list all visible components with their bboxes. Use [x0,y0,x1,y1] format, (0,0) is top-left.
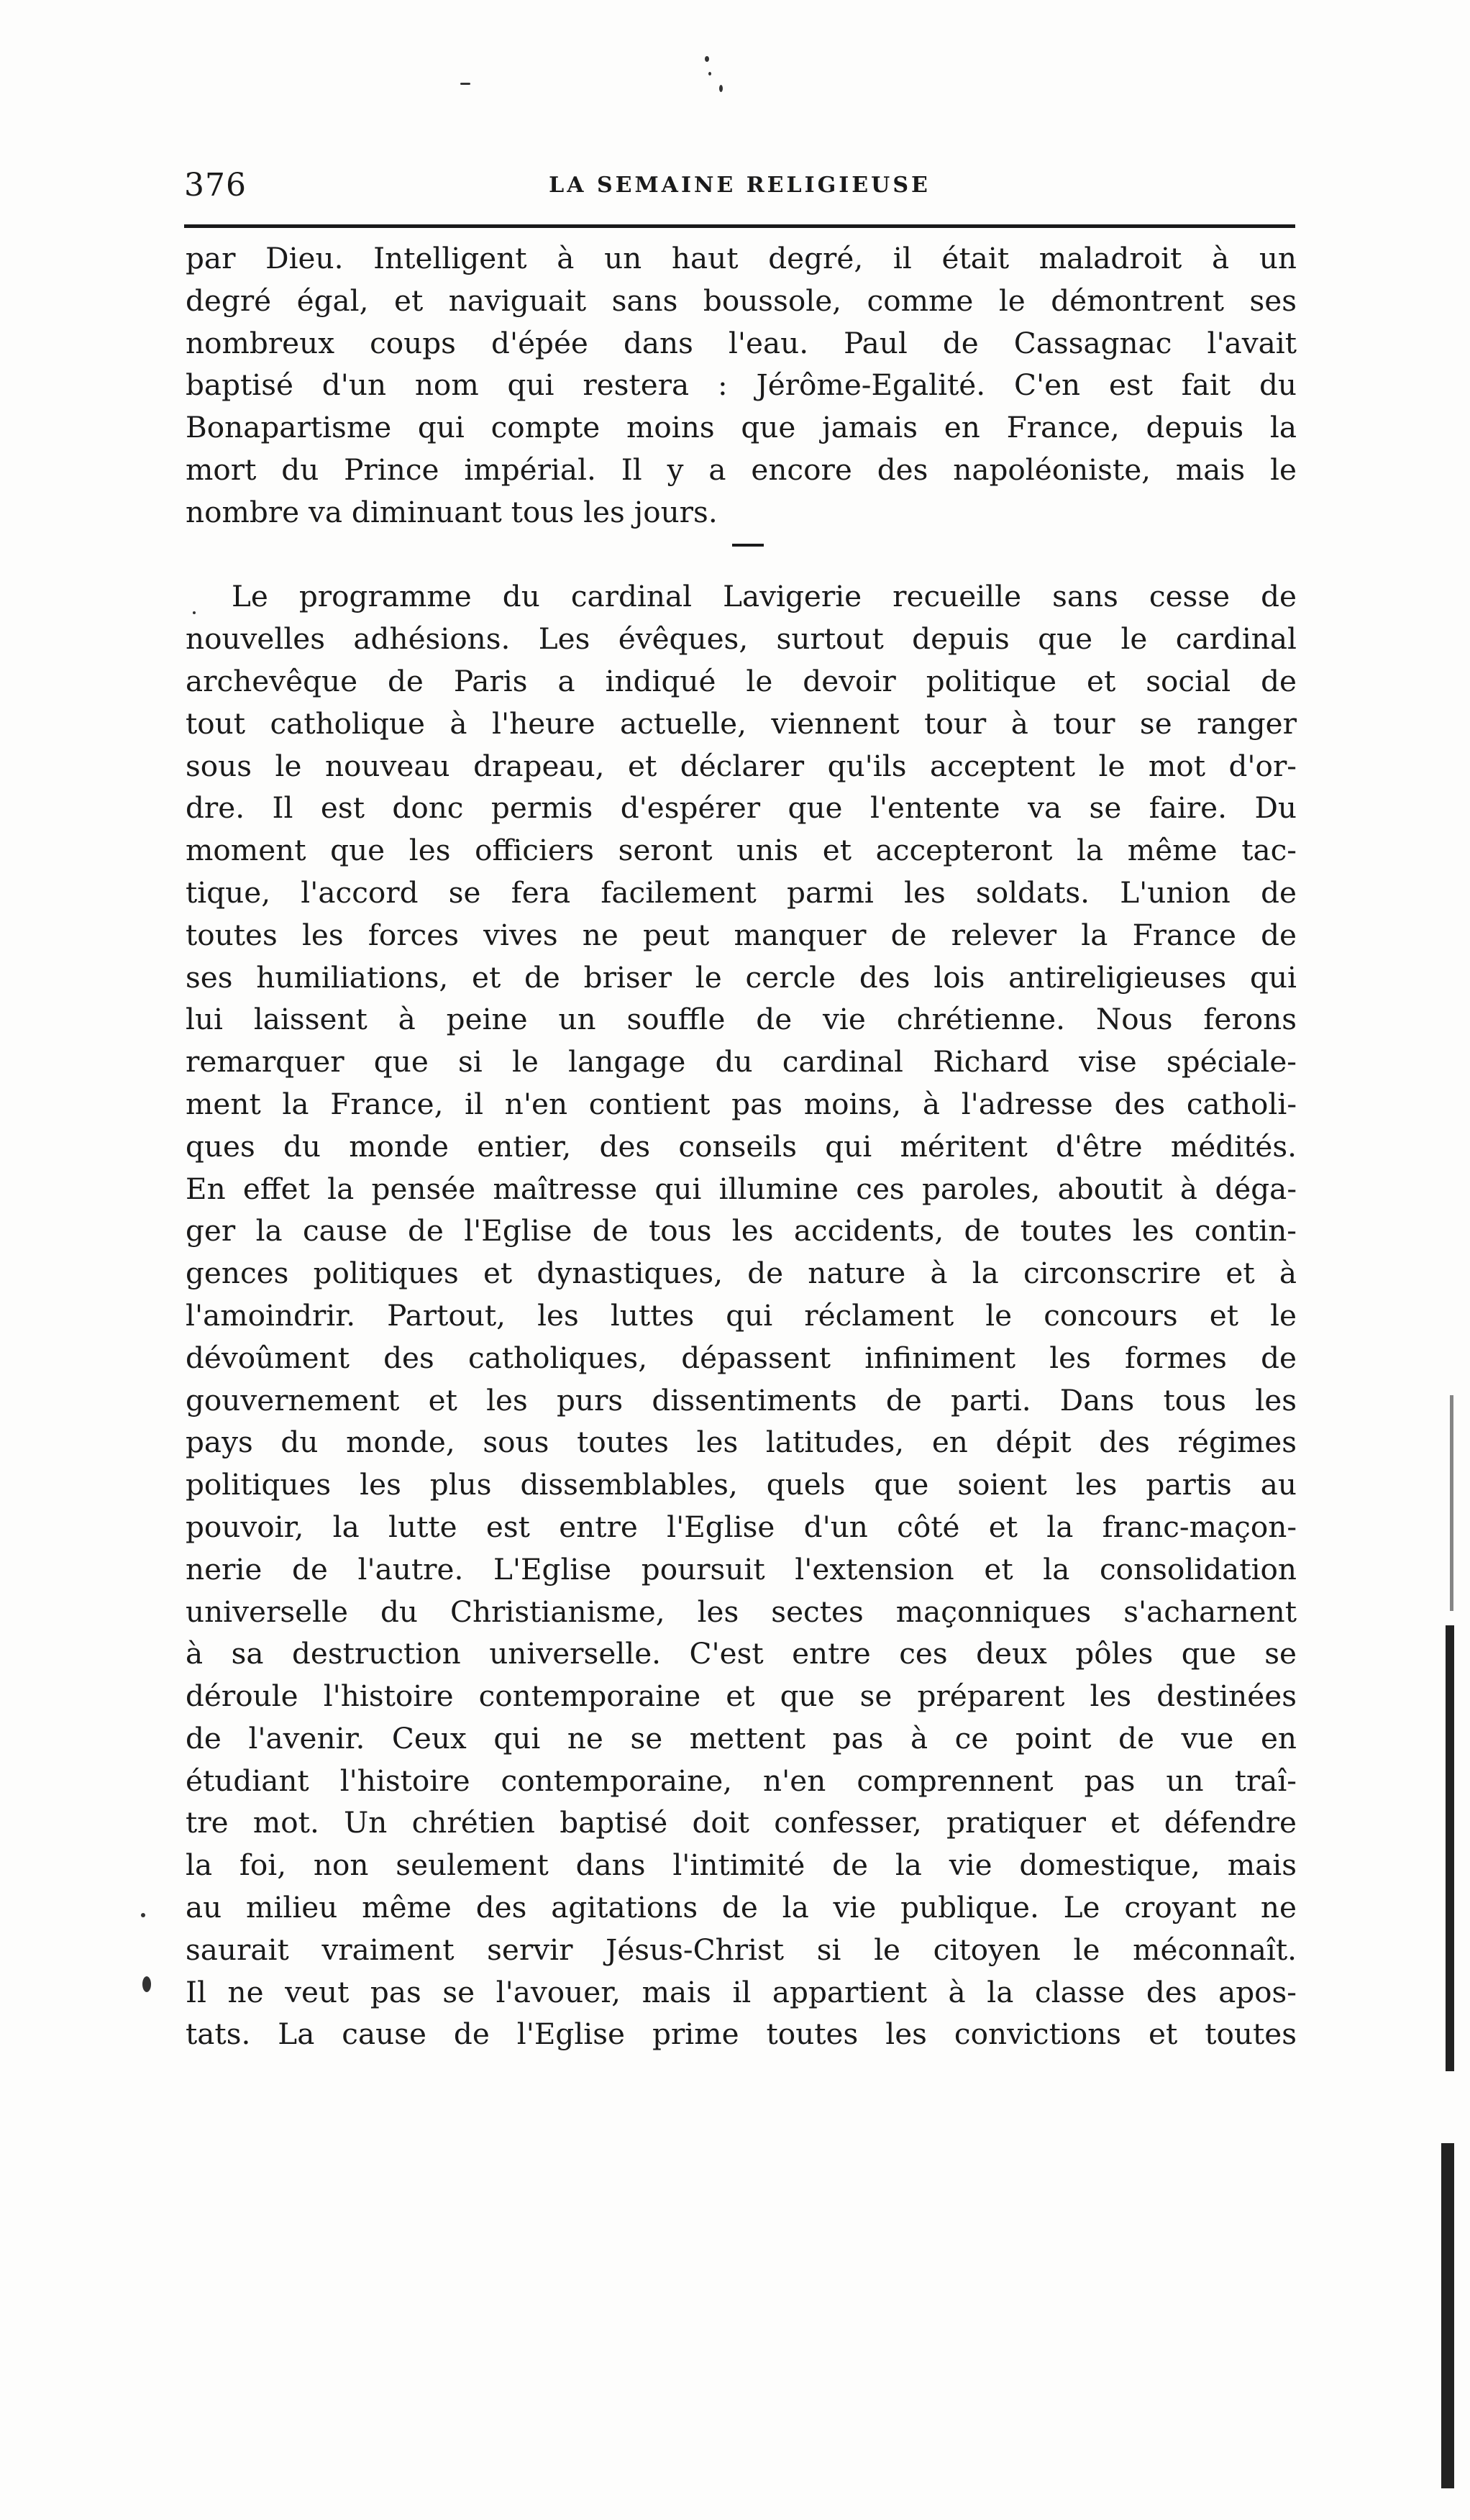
text-line: de l'avenir. Ceux qui ne se mettent pas à ce point de vue en [186,1720,1297,1756]
text-line: dévoûment des catholiques, dépassent infiniment les formes de [186,1340,1297,1375]
text-line: tats. La cause de l'Eglise prime toutes les convictions et toutes [186,2017,1297,2052]
text-line: degré égal, et naviguait sans boussole, comme le démontrent ses [186,283,1297,318]
text-line: pouvoir, la lutte est entre l'Eglise d'un côté et la franc-maçon- [186,1509,1297,1544]
text-line: à sa destruction universelle. C'est entre ces deux pôles que se [186,1636,1297,1671]
text-line: Il ne veut pas se l'avouer, mais il appartient à la classe des apos- [186,1974,1297,2009]
text-line: nombreux coups d'épée dans l'eau. Paul de Cassagnac l'avait [186,325,1297,360]
text-line: mort du Prince impérial. Il y a encore des napoléoniste, mais le [186,452,1297,487]
text-line: déroule l'histoire contemporaine et que se préparent les destinées [186,1679,1297,1714]
text-line: pays du monde, sous toutes les latitudes, en dépit des régimes [186,1425,1297,1460]
text-line: universelle du Christianisme, les sectes maçonniques s'acharnent [186,1594,1297,1629]
article-body [186,237,1297,2055]
text-line: ques du monde entier, des conseils qui méritent d'être médités. [186,1128,1297,1164]
paragraph-1 [186,237,1297,534]
text-line: saurait vraiment servir Jésus-Christ si le citoyen le méconnaît. [186,1932,1297,1967]
binding-edge-mark [1441,2143,1454,2488]
section-separator [186,534,1297,576]
text-line: politiques les plus dissemblables, quels que soient les partis au [186,1467,1297,1502]
ink-speck [460,83,470,85]
running-title: LA SEMAINE RELIGIEUSE [549,173,931,198]
text-line: gouvernement et les purs dissentiments de parti. Dans tous les [186,1382,1297,1418]
page-number: 376 [184,167,247,204]
text-line: l'amoindrir. Partout, les luttes qui réclament le concours et le [186,1297,1297,1333]
text-line: baptisé d'un nom qui restera : Jérôme-Egalité. C'en est fait du [186,368,1297,403]
text-line: archevêque de Paris a indiqué le devoir politique et social de [186,663,1297,698]
ink-speck [141,1913,145,1917]
text-line: Le programme du cardinal Lavigerie recueille sans cesse de [232,579,1297,614]
text-line: dre. Il est donc permis d'espérer que l'entente va se faire. Du [186,790,1297,826]
text-line: ger la cause de l'Eglise de tous les accidents, de toutes les contin- [186,1213,1297,1248]
text-line: ment la France, il n'en contient pas moins, à l'adresse des catholi- [186,1086,1297,1121]
text-line: la foi, non seulement dans l'intimité de la vie domestique, mais [186,1848,1297,1883]
text-line: moment que les officiers seront unis et accepteront la même tac- [186,833,1297,868]
text-line: En effet la pensée maîtresse qui illumine ces paroles, aboutit à déga- [186,1171,1297,1206]
ink-speck [708,72,711,76]
text-line: sous le nouveau drapeau, et déclarer qu'ils acceptent le mot d'or- [186,748,1297,783]
text-line: lui laissent à peine un souffle de vie chrétienne. Nous ferons [186,1002,1297,1037]
text-line: étudiant l'histoire contemporaine, n'en comprennent pas un traî- [186,1763,1297,1798]
separator-dash [732,544,764,547]
text-line: ses humiliations, et de briser le cercle des lois antireligieuses qui [186,959,1297,995]
text-line: remarquer que si le langage du cardinal Richard vise spéciale- [186,1044,1297,1079]
header-rule [184,224,1295,228]
text-line: au milieu même des agitations de la vie publique. Le croyant ne [186,1890,1297,1925]
page-header [184,164,1295,207]
text-line: tique, l'accord se fera facilement parmi les soldats. L'union de [186,875,1297,910]
text-line: Bonapartisme qui compte moins que jamais en France, depuis la [186,410,1297,445]
text-line: nombre va diminuant tous les jours. [186,494,718,529]
ink-speck [142,1976,151,1992]
text-line: nouvelles adhésions. Les évêques, surtout depuis que le cardinal [186,621,1297,657]
text-line: nerie de l'autre. L'Eglise poursuit l'extension et la consolidation [186,1551,1297,1587]
binding-edge-mark [1446,1625,1454,2071]
text-line: par Dieu. Intelligent à un haut degré, il était maladroit à un [186,241,1297,275]
ink-speck [705,56,709,62]
text-line: tre mot. Un chrétien baptisé doit confesser, pratiquer et défendre [186,1805,1297,1840]
ink-speck [719,85,723,92]
text-line: tout catholique à l'heure actuelle, viennent tour à tour se ranger [186,706,1297,741]
binding-edge-mark [1450,1395,1453,1611]
text-line: gences politiques et dynastiques, de nature à la circonscrire et à [186,1256,1297,1291]
text-line: toutes les forces vives ne peut manquer de relever la France de [186,917,1297,952]
paragraph-2 [186,575,1297,2055]
